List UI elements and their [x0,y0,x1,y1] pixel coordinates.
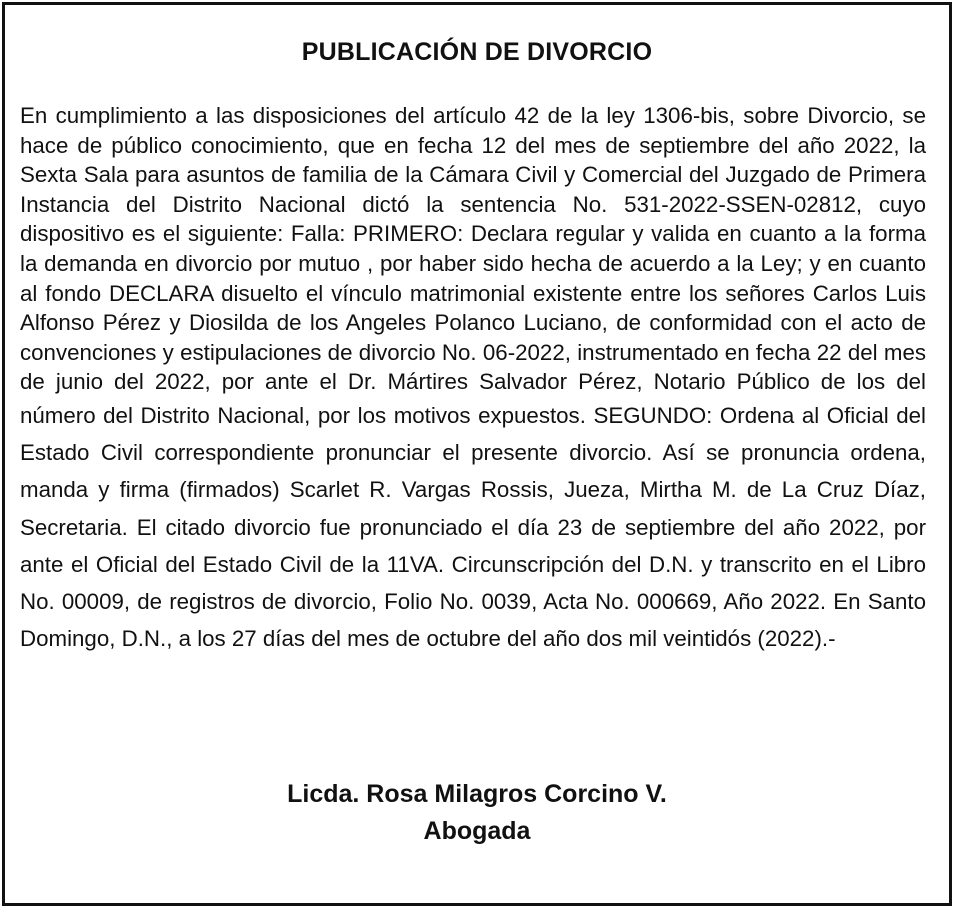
signer-name: Licda. Rosa Milagros Corcino V. [287,780,667,808]
signer-role: Abogada [423,817,531,845]
notice-body-part1: En cumplimiento a las disposiciones del artículo 42 de la ley 1306-bis, sobre Divorcio, se hace de público conocimiento, que en fecha 12 del mes de septiembre del año 2022, la Sexta Sala para asuntos de familia de la Cámara Civil y Comercial del Juzgado de Primera Instancia del Distrito Nacional dictó la sentencia No. 531-2022-SSEN-02812, cuyo dispositivo es el siguiente: Falla: PRIMERO: Declara regular y valida en cuanto a la forma la demanda en divorcio por mutuo , por haber sido hecha de acuerdo a la Ley; y en cuanto al fondo DECLARA disuelto el vínculo matrimonial existente entre los señores Carlos Luis Alfonso Pérez y Diosilda de los Angeles Polanco Luciano, de conformidad con el acto de convenciones y estipulaciones de divorcio No. 06-2022, instrumentado en fecha 22 del mes de junio del 2022, por ante el Dr. Mártires Salvador Pérez, Notario Público de los del [20,103,926,395]
notice-title: PUBLICACIÓN DE DIVORCIO [301,38,653,66]
notice-body [20,101,926,657]
notice-body-part2: número del Distrito Nacional, por los motivos expuestos. SEGUNDO: Ordena al Oficial del Estado Civil correspondiente pronunciar el presente divorcio. Así se pronuncia ordena, manda y firma (firmados) Scarlet R. Vargas Rossis, Jueza, Mirtha M. de La Cruz Díaz, Secretaria. El citado divorcio fue pronunciado el día 23 de septiembre del año 2022, por ante el Oficial del Estado Civil de la 11VA. Circunscripción del D.N. y transcrito en el Libro No. 00009, de registros de divorcio, Folio No. 0039, Acta No. 000669, Año 2022. En Santo Domingo, D.N., a los 27 días del mes de octubre del año dos mil veintidós (2022).- [20,402,926,652]
signature-block [0,776,954,850]
